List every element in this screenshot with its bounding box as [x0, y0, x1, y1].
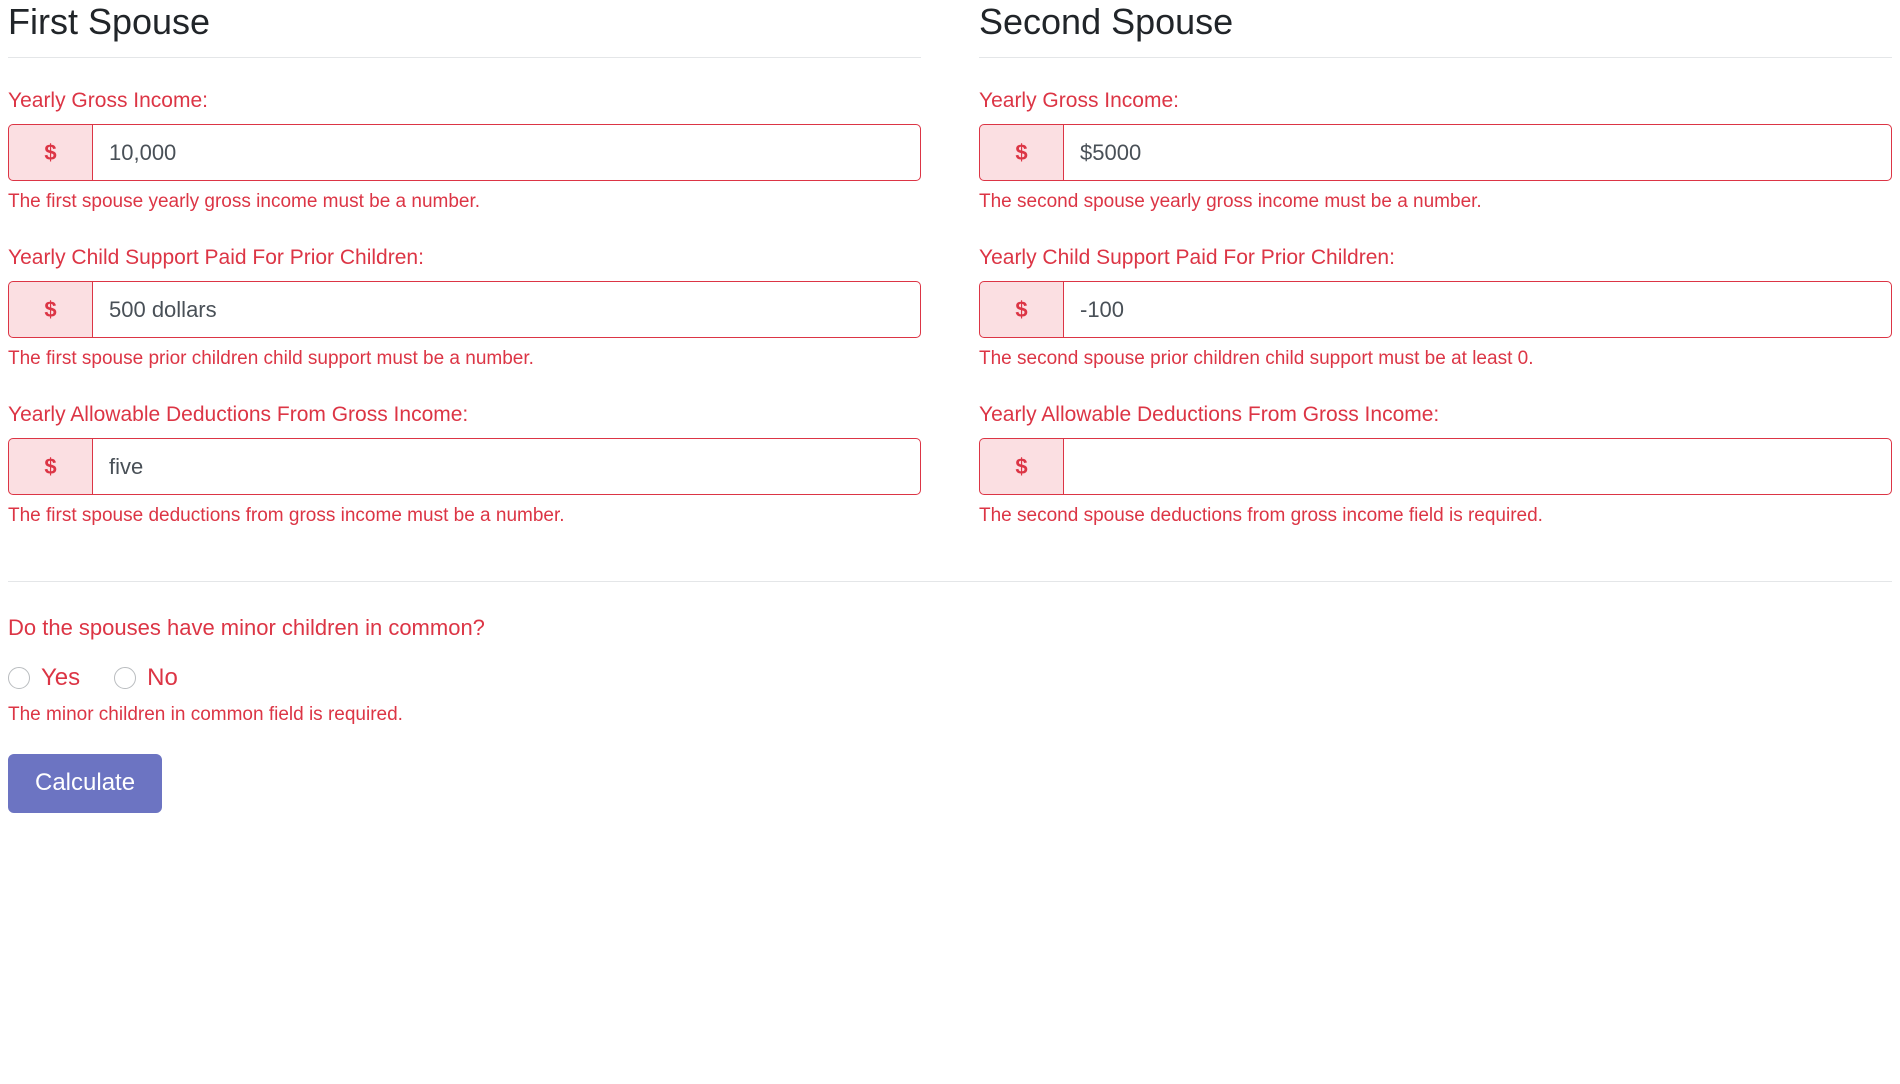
- minor-children-option-no[interactable]: [114, 666, 178, 690]
- second-spouse-gross-income-row: [979, 124, 1892, 181]
- second-spouse-deductions-row: [979, 438, 1892, 495]
- first-spouse-deductions-row: [8, 438, 921, 495]
- first-spouse-prior-child-support-input[interactable]: [92, 281, 921, 338]
- first-spouse-deductions-input[interactable]: [92, 438, 921, 495]
- minor-children-in-common-section: [0, 615, 1900, 813]
- first-spouse-gross-income-group: [8, 88, 921, 215]
- second-spouse-deductions-error: The second spouse deductions from gross income field is required.: [979, 505, 1543, 527]
- first-spouse-prior-child-support-row: [8, 281, 921, 338]
- second-spouse-prior-child-support-label: Yearly Child Support Paid For Prior Children:: [979, 246, 1395, 270]
- dollar-sign-icon: $: [8, 438, 92, 495]
- second-spouse-title: Second Spouse: [979, 0, 1892, 58]
- second-spouse-prior-child-support-group: [979, 245, 1892, 372]
- first-spouse-prior-child-support-group: [8, 245, 921, 372]
- first-spouse-deductions-error: The first spouse deductions from gross income must be a number.: [8, 505, 565, 527]
- first-spouse-gross-income-error: The first spouse yearly gross income must be a number.: [8, 191, 481, 213]
- calculate-button[interactable]: Calculate: [8, 754, 162, 812]
- dollar-sign-icon: $: [979, 281, 1063, 338]
- second-spouse-deductions-input[interactable]: [1063, 438, 1892, 495]
- first-spouse-gross-income-label: Yearly Gross Income:: [8, 89, 208, 113]
- dollar-sign-icon: $: [8, 124, 92, 181]
- minor-children-option-no-label: No: [147, 664, 178, 692]
- minor-children-option-yes-label: Yes: [41, 664, 81, 692]
- second-spouse-prior-child-support-row: [979, 281, 1892, 338]
- minor-children-question: Do the spouses have minor children in common?: [8, 614, 485, 640]
- first-spouse-prior-child-support-error: The first spouse prior children child support must be a number.: [8, 348, 534, 370]
- first-spouse-deductions-group: [8, 402, 921, 529]
- dollar-sign-icon: $: [8, 281, 92, 338]
- second-spouse-gross-income-group: [979, 88, 1892, 215]
- second-spouse-gross-income-input[interactable]: [1063, 124, 1892, 181]
- radio-circle-icon[interactable]: [8, 667, 30, 689]
- section-divider: [8, 581, 1892, 582]
- first-spouse-gross-income-input[interactable]: [92, 124, 921, 181]
- first-spouse-prior-child-support-label: Yearly Child Support Paid For Prior Children:: [8, 246, 424, 270]
- radio-circle-icon[interactable]: [114, 667, 136, 689]
- second-spouse-deductions-label: Yearly Allowable Deductions From Gross Income:: [979, 402, 1440, 426]
- second-spouse-gross-income-error: The second spouse yearly gross income must be a number.: [979, 191, 1482, 213]
- minor-children-error: The minor children in common field is required.: [8, 704, 403, 726]
- first-spouse-column: [8, 0, 921, 529]
- second-spouse-deductions-group: [979, 402, 1892, 529]
- dollar-sign-icon: $: [979, 438, 1063, 495]
- dollar-sign-icon: $: [979, 124, 1063, 181]
- second-spouse-column: [979, 0, 1892, 529]
- minor-children-option-yes[interactable]: [8, 666, 80, 690]
- first-spouse-deductions-label: Yearly Allowable Deductions From Gross Income:: [8, 402, 469, 426]
- spouse-columns: [0, 0, 1900, 529]
- second-spouse-prior-child-support-input[interactable]: [1063, 281, 1892, 338]
- first-spouse-gross-income-row: [8, 124, 921, 181]
- second-spouse-prior-child-support-error: The second spouse prior children child support must be at least 0.: [979, 348, 1534, 370]
- second-spouse-gross-income-label: Yearly Gross Income:: [979, 89, 1179, 113]
- first-spouse-title: First Spouse: [8, 0, 921, 58]
- minor-children-radio-group[interactable]: [8, 666, 1892, 690]
